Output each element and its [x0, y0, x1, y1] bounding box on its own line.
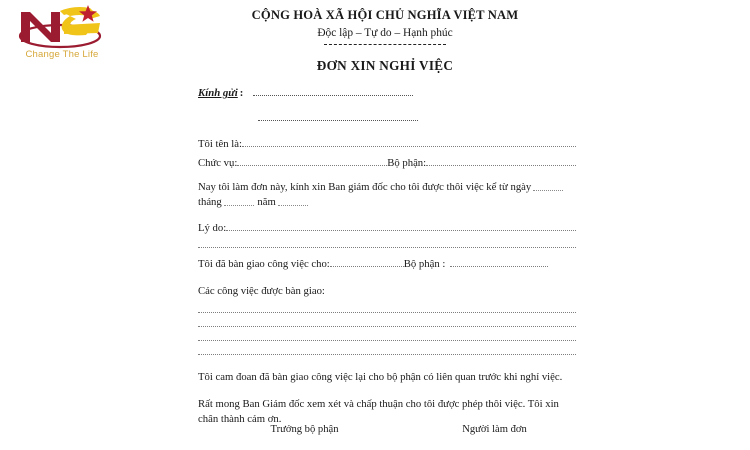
- department-label: Bộ phận:: [387, 157, 427, 169]
- request-text-2: tháng: [198, 196, 222, 208]
- position-input-line[interactable]: [237, 156, 387, 166]
- handed-over-to-input-line[interactable]: [330, 257, 404, 267]
- name-input-line[interactable]: [242, 137, 576, 147]
- name-row: [198, 137, 576, 152]
- signature-row: [198, 424, 576, 435]
- month-input-line[interactable]: [224, 197, 254, 206]
- handover-input-line-3[interactable]: [198, 340, 576, 341]
- handover-department-input-line[interactable]: [450, 257, 548, 267]
- name-label: Tôi tên là:: [198, 138, 242, 150]
- document-body: [198, 86, 576, 427]
- handover-input-line-4[interactable]: [198, 354, 576, 355]
- logo-mark: [8, 2, 112, 50]
- reason-input-line-2[interactable]: [198, 247, 576, 248]
- year-input-line[interactable]: [278, 197, 308, 206]
- reason-input-line-1[interactable]: [226, 221, 576, 231]
- handover-input-line-2[interactable]: [198, 326, 576, 327]
- page-title: ĐƠN XIN NGHỈ VIỆC: [316, 58, 454, 73]
- recipient-row-2: [258, 111, 576, 127]
- handover-department-label: Bộ phận :: [403, 258, 446, 270]
- signature-department-head: Trưởng bộ phận: [270, 424, 339, 435]
- logo-tagline: Change The Life: [25, 49, 99, 60]
- header-separator: [324, 44, 446, 45]
- request-paragraph: [198, 180, 576, 210]
- handover-lines: [198, 312, 576, 355]
- day-input-line[interactable]: [533, 182, 563, 191]
- handover-person-row: [198, 257, 576, 272]
- reason-label: Lý do:: [198, 222, 227, 234]
- country-name: CỘNG HOÀ XÃ HỘI CHỦ NGHĨA VIỆT NAM: [251, 8, 519, 22]
- recipient-input-line-2[interactable]: [258, 111, 418, 121]
- recipient-colon: :: [239, 87, 244, 99]
- recipient-input-line-1[interactable]: [253, 86, 413, 96]
- handover-heading: Các công việc được bàn giao:: [198, 285, 325, 297]
- national-motto: Độc lập – Tự do – Hạnh phúc: [317, 27, 453, 39]
- handover-input-line-1[interactable]: [198, 312, 576, 313]
- department-input-line[interactable]: [426, 156, 576, 166]
- recipient-row: [198, 86, 576, 101]
- company-logo: [8, 2, 112, 68]
- recipient-label: Kính gửi: [198, 87, 238, 99]
- handed-over-to-label: Tôi đã bàn giao công việc cho:: [198, 258, 330, 270]
- request-text-3: năm: [257, 196, 276, 208]
- position-row: [198, 156, 576, 171]
- request-text-1: Nay tôi làm đơn này, kính xin Ban giám đốc cho tôi được thôi việc kể từ ngày: [198, 181, 532, 193]
- signature-applicant: Người làm đơn: [462, 424, 527, 435]
- closing-paragraph: Rất mong Ban Giám đốc xem xét và chấp thuận cho tôi được phép thôi việc. Tôi xin chân thành cảm ơn.: [198, 398, 559, 425]
- commitment-paragraph: Tôi cam đoan đã bàn giao công việc lại cho bộ phận có liên quan trước khi nghỉ việc.: [198, 371, 563, 383]
- position-label: Chức vụ:: [198, 157, 238, 169]
- reason-row: [198, 221, 576, 236]
- logo-nc-icon: [8, 2, 112, 50]
- national-header: [195, 8, 575, 45]
